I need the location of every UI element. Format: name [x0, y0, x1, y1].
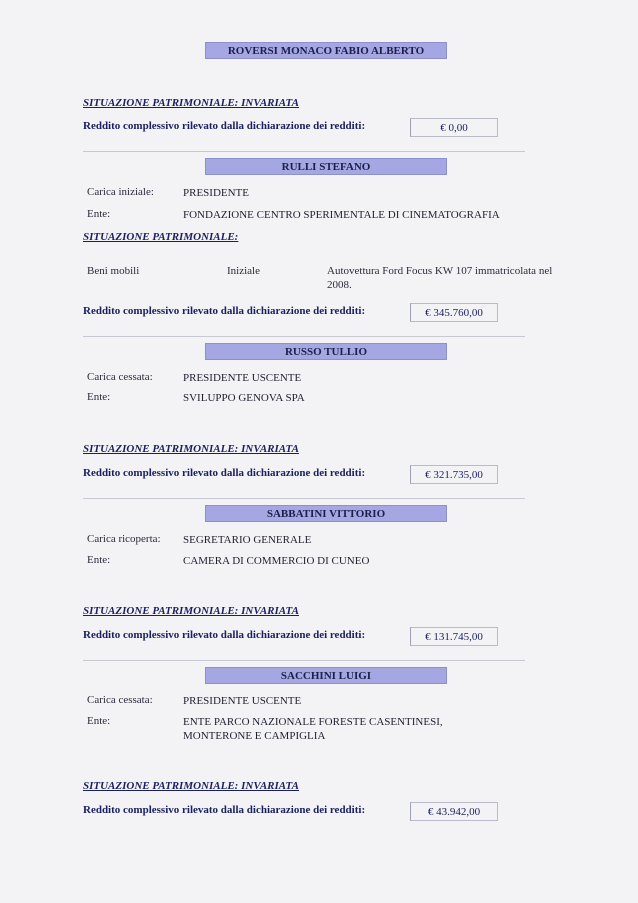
ente-value: FONDAZIONE CENTRO SPERIMENTALE DI CINEMATOGRAFIA — [183, 209, 500, 221]
situazione-patrimoniale: SITUAZIONE PATRIMONIALE: INVARIATA — [83, 605, 299, 617]
situazione-patrimoniale: SITUAZIONE PATRIMONIALE: — [83, 231, 239, 243]
reddito-label: Reddito complessivo rilevato dalla dichiarazione dei redditi: — [83, 467, 366, 479]
section-divider — [83, 151, 525, 152]
person-name-header: RUSSO TULLIO — [205, 343, 447, 360]
ente-label: Ente: — [87, 715, 111, 727]
carica-label: Carica cessata: — [87, 694, 153, 706]
ente-value: SVILUPPO GENOVA SPA — [183, 392, 305, 404]
ente-label: Ente: — [87, 554, 111, 566]
situazione-patrimoniale: SITUAZIONE PATRIMONIALE: INVARIATA — [83, 780, 299, 792]
reddito-label: Reddito complessivo rilevato dalla dichiarazione dei redditi: — [83, 305, 366, 317]
section-divider — [83, 660, 525, 661]
ente-label: Ente: — [87, 391, 111, 403]
ente-label: Ente: — [87, 208, 111, 220]
beni-stato: Iniziale — [227, 265, 260, 277]
beni-tipo: Beni mobili — [87, 265, 140, 277]
carica-label: Carica cessata: — [87, 371, 153, 383]
reddito-amount: € 321.735,00 — [410, 465, 498, 484]
person-name-header: RULLI STEFANO — [205, 158, 447, 175]
reddito-amount: € 131.745,00 — [410, 627, 498, 646]
ente-value: ENTE PARCO NAZIONALE FORESTE CASENTINESI, MONTERONE E CAMPIGLIA — [183, 716, 443, 742]
person-name-header: ROVERSI MONACO FABIO ALBERTO — [205, 42, 447, 59]
situazione-patrimoniale: SITUAZIONE PATRIMONIALE: INVARIATA — [83, 443, 299, 455]
person-name-header: SABBATINI VITTORIO — [205, 505, 447, 522]
carica-value: SEGRETARIO GENERALE — [183, 534, 312, 546]
section-divider — [83, 336, 525, 337]
section-divider — [83, 498, 525, 499]
carica-value: PRESIDENTE USCENTE — [183, 695, 302, 707]
reddito-amount: € 0,00 — [410, 118, 498, 137]
carica-value: PRESIDENTE USCENTE — [183, 372, 302, 384]
carica-label: Carica iniziale: — [87, 186, 154, 198]
person-name-header: SACCHINI LUIGI — [205, 667, 447, 684]
reddito-label: Reddito complessivo rilevato dalla dichiarazione dei redditi: — [83, 120, 366, 132]
reddito-amount: € 43.942,00 — [410, 802, 498, 821]
reddito-amount: € 345.760,00 — [410, 303, 498, 322]
ente-value: CAMERA DI COMMERCIO DI CUNEO — [183, 555, 370, 567]
beni-descrizione: Autovettura Ford Focus KW 107 immatricolata nel 2008. — [327, 265, 553, 291]
situazione-patrimoniale: SITUAZIONE PATRIMONIALE: INVARIATA — [83, 97, 299, 109]
reddito-label: Reddito complessivo rilevato dalla dichiarazione dei redditi: — [83, 804, 366, 816]
carica-label: Carica ricoperta: — [87, 533, 161, 545]
carica-value: PRESIDENTE — [183, 187, 249, 199]
reddito-label: Reddito complessivo rilevato dalla dichiarazione dei redditi: — [83, 629, 366, 641]
